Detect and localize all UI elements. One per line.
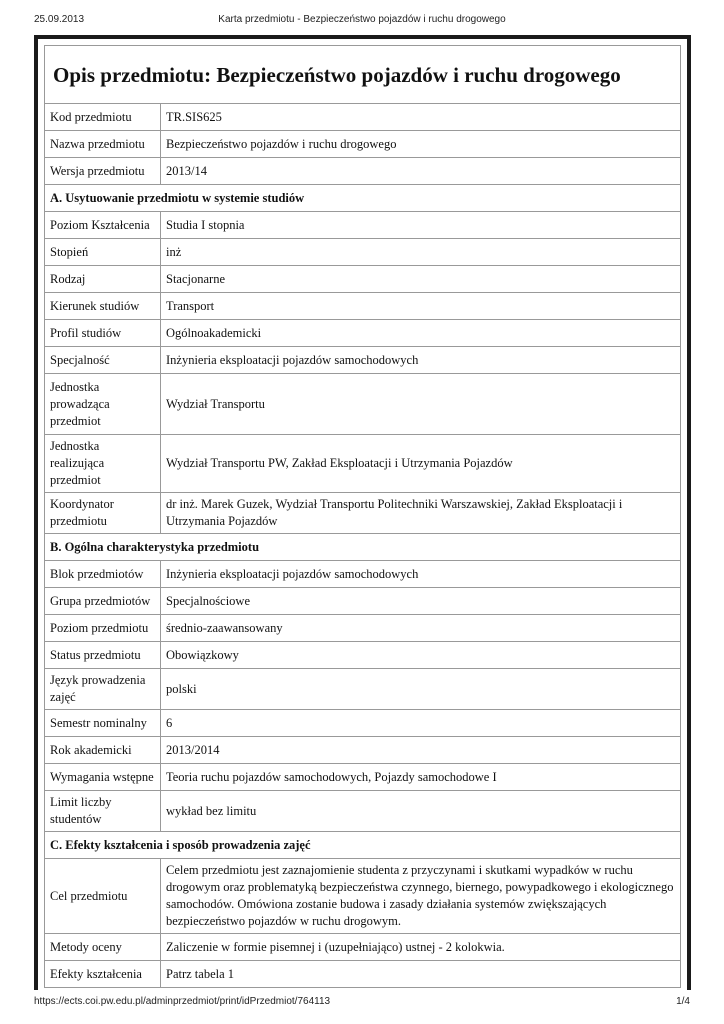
table-row: [45, 764, 681, 791]
row-value: Patrz tabela 1: [161, 961, 681, 988]
row-value: inż: [161, 239, 681, 266]
table-row: [45, 347, 681, 374]
row-value: Wydział Transportu: [161, 374, 681, 435]
row-value: Zaliczenie w formie pisemnej i (uzupełniająco) ustnej - 2 kolokwia.: [161, 934, 681, 961]
row-value: 6: [161, 710, 681, 737]
row-label: Limit liczby studentów: [45, 791, 161, 832]
print-footer: [34, 996, 690, 1012]
row-label: Jednostka prowadząca przedmiot: [45, 374, 161, 435]
table-row: [45, 859, 681, 934]
document-frame: [34, 35, 691, 990]
section-title: A. Usytuowanie przedmiotu w systemie studiów: [45, 185, 681, 212]
table-row: [45, 320, 681, 347]
section-header-b: [45, 534, 681, 561]
row-label: Cel przedmiotu: [45, 859, 161, 934]
table-row: [45, 615, 681, 642]
print-doc-title: Karta przedmiotu - Bezpieczeństwo pojazdów i ruchu drogowego: [218, 14, 506, 25]
row-label: Status przedmiotu: [45, 642, 161, 669]
row-label: Grupa przedmiotów: [45, 588, 161, 615]
row-label: Kod przedmiotu: [45, 104, 161, 131]
row-value: TR.SIS625: [161, 104, 681, 131]
table-row: [45, 212, 681, 239]
table-row: [45, 642, 681, 669]
row-label: Rodzaj: [45, 266, 161, 293]
table-row: [45, 961, 681, 988]
row-label: Jednostka realizująca przedmiot: [45, 435, 161, 493]
table-row: [45, 131, 681, 158]
row-label: Efekty kształcenia: [45, 961, 161, 988]
table-row: [45, 239, 681, 266]
row-value: 2013/14: [161, 158, 681, 185]
row-value: Inżynieria eksploatacji pojazdów samochodowych: [161, 347, 681, 374]
row-value: Inżynieria eksploatacji pojazdów samochodowych: [161, 561, 681, 588]
course-table: [44, 103, 681, 988]
row-value: Obowiązkowy: [161, 642, 681, 669]
row-label: Poziom Kształcenia: [45, 212, 161, 239]
row-value: 2013/2014: [161, 737, 681, 764]
document-content: [44, 45, 681, 988]
row-value: średnio-zaawansowany: [161, 615, 681, 642]
table-row: [45, 374, 681, 435]
table-row: [45, 266, 681, 293]
table-row: [45, 435, 681, 493]
table-row: [45, 588, 681, 615]
row-label: Stopień: [45, 239, 161, 266]
row-value: Wydział Transportu PW, Zakład Eksploatacji i Utrzymania Pojazdów: [161, 435, 681, 493]
row-label: Poziom przedmiotu: [45, 615, 161, 642]
row-value: Bezpieczeństwo pojazdów i ruchu drogowego: [161, 131, 681, 158]
page-title: Opis przedmiotu: Bezpieczeństwo pojazdów i ruchu drogowego: [44, 45, 681, 103]
table-row: [45, 493, 681, 534]
row-value: Teoria ruchu pojazdów samochodowych, Pojazdy samochodowe I: [161, 764, 681, 791]
row-label: Metody oceny: [45, 934, 161, 961]
table-row: [45, 710, 681, 737]
row-label: Blok przedmiotów: [45, 561, 161, 588]
row-label: Język prowadzenia zajęć: [45, 669, 161, 710]
row-label: Kierunek studiów: [45, 293, 161, 320]
table-row: [45, 737, 681, 764]
print-url: https://ects.coi.pw.edu.pl/adminprzedmiot/print/idPrzedmiot/764113: [34, 996, 331, 1007]
print-header: [34, 14, 690, 30]
section-header-a: [45, 185, 681, 212]
section-title: B. Ogólna charakterystyka przedmiotu: [45, 534, 681, 561]
row-label: Semestr nominalny: [45, 710, 161, 737]
row-label: Koordynator przedmiotu: [45, 493, 161, 534]
row-value: Transport: [161, 293, 681, 320]
table-row: [45, 669, 681, 710]
table-row: [45, 158, 681, 185]
row-value: Celem przedmiotu jest zaznajomienie studenta z przyczynami i skutkami wypadków w ruchu drogowym oraz problematyką bezpieczeństwa czynnego, biernego, powypadkowego i ekologicznego samochodów. Omówiona zostanie budowa i zasady działania systemów zwiększających bezpieczeństwo pojazdów w ruchu drogowym.: [161, 859, 681, 934]
page-number: 1/4: [676, 996, 690, 1007]
table-row: [45, 791, 681, 832]
section-title: C. Efekty kształcenia i sposób prowadzenia zajęć: [45, 832, 681, 859]
row-label: Specjalność: [45, 347, 161, 374]
section-header-c: [45, 832, 681, 859]
table-row: [45, 293, 681, 320]
row-value: Specjalnościowe: [161, 588, 681, 615]
row-label: Wymagania wstępne: [45, 764, 161, 791]
table-row: [45, 104, 681, 131]
print-date: 25.09.2013: [34, 14, 85, 25]
row-value: dr inż. Marek Guzek, Wydział Transportu Politechniki Warszawskiej, Zakład Eksploatacji i Utrzymania Pojazdów: [161, 493, 681, 534]
table-row: [45, 561, 681, 588]
row-label: Wersja przedmiotu: [45, 158, 161, 185]
row-value: Ogólnoakademicki: [161, 320, 681, 347]
row-value: wykład bez limitu: [161, 791, 681, 832]
row-value: Studia I stopnia: [161, 212, 681, 239]
row-value: Stacjonarne: [161, 266, 681, 293]
row-label: Rok akademicki: [45, 737, 161, 764]
row-value: polski: [161, 669, 681, 710]
row-label: Profil studiów: [45, 320, 161, 347]
row-label: Nazwa przedmiotu: [45, 131, 161, 158]
table-row: [45, 934, 681, 961]
